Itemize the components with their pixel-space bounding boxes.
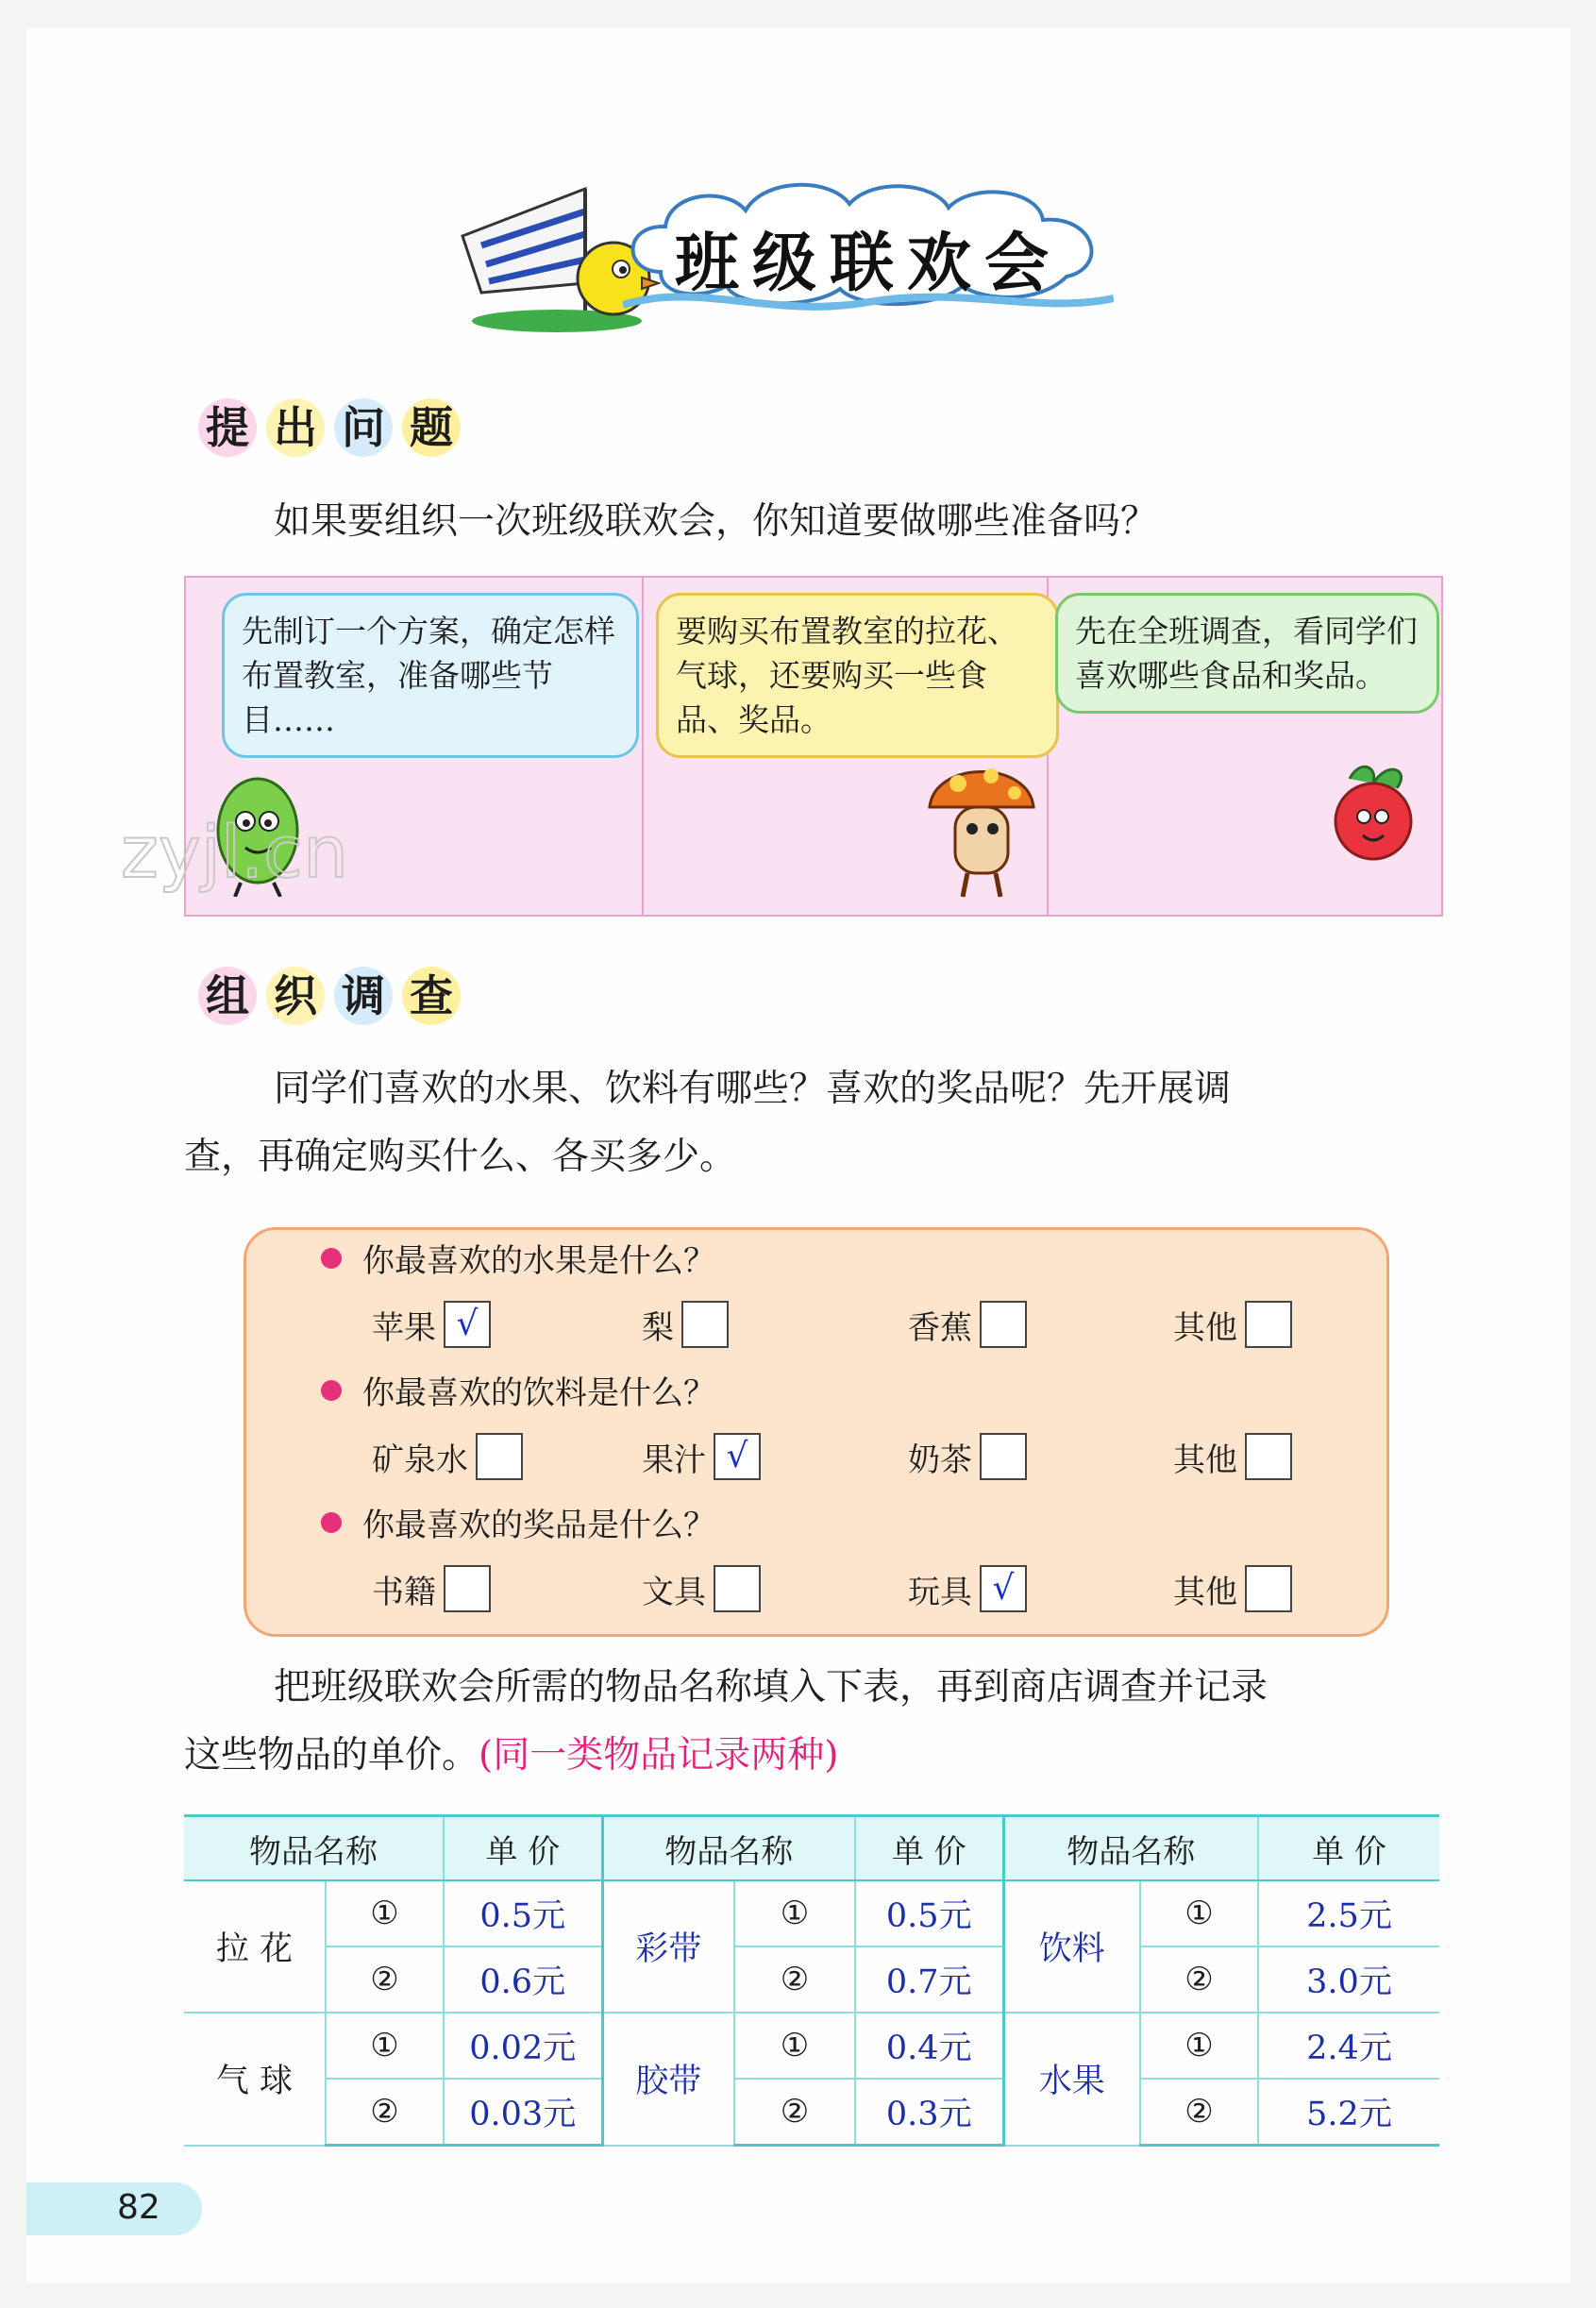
option-label: 文具 xyxy=(642,1573,706,1611)
unit-price: 5.2元 xyxy=(1258,2079,1439,2146)
checkbox[interactable] xyxy=(1245,1301,1292,1348)
option-stationery[interactable] xyxy=(642,1565,761,1612)
heading-char: 查 xyxy=(402,967,461,1025)
checkbox[interactable]: √ xyxy=(714,1433,761,1480)
bullet-dot xyxy=(321,1380,342,1401)
unit-price: 2.4元 xyxy=(1258,2013,1439,2079)
table-header-row xyxy=(184,1816,1439,1881)
header-item-name: 物品名称 xyxy=(1003,1816,1258,1881)
item-index: ② xyxy=(734,1946,855,2013)
option-milk-tea[interactable] xyxy=(908,1433,1027,1480)
option-label: 书籍 xyxy=(372,1573,436,1611)
item-index: ① xyxy=(734,1880,855,1946)
section-heading-organize-survey xyxy=(198,963,470,1029)
unit-price: 0.3元 xyxy=(855,2079,1003,2146)
option-label: 其他 xyxy=(1173,1573,1237,1611)
item-index: ② xyxy=(734,2079,855,2146)
item-name: 水果 xyxy=(1003,2013,1140,2146)
instruction-text: 这些物品的单价。 xyxy=(184,1734,479,1777)
table-instruction-line1: 把班级联欢会所需的物品名称填入下表，再到商店调查并记录 xyxy=(274,1666,1268,1709)
option-apple[interactable] xyxy=(372,1301,491,1348)
header-item-name: 物品名称 xyxy=(602,1816,855,1881)
checkbox[interactable] xyxy=(681,1301,729,1348)
header-item-name: 物品名称 xyxy=(184,1816,444,1881)
item-name: 拉 花 xyxy=(184,1880,326,2013)
heading-char: 出 xyxy=(266,398,325,457)
option-label: 玩具 xyxy=(908,1573,972,1611)
heading-char: 提 xyxy=(198,398,257,457)
survey-question-prize xyxy=(321,1499,715,1545)
unit-price: 0.5元 xyxy=(855,1880,1003,1946)
header-unit-price: 单 价 xyxy=(444,1816,602,1881)
option-mineral-water[interactable] xyxy=(372,1433,523,1480)
unit-price: 0.02元 xyxy=(444,2013,602,2079)
item-index: ① xyxy=(326,1880,444,1946)
checkbox[interactable] xyxy=(1245,1433,1292,1480)
speech-bubble-buy: 要购买布置教室的拉花、气球，还要购买一些食品、奖品。 xyxy=(656,593,1059,758)
option-label: 苹果 xyxy=(372,1308,436,1347)
option-other-prize[interactable] xyxy=(1173,1565,1292,1612)
instruction-note: (同一类物品记录两种) xyxy=(479,1734,839,1777)
unit-price: 0.03元 xyxy=(444,2079,602,2146)
option-pear[interactable] xyxy=(642,1301,729,1348)
unit-price: 2.5元 xyxy=(1258,1880,1439,1946)
table-row xyxy=(184,2079,1439,2146)
survey-question-drink xyxy=(321,1367,715,1413)
unit-price: 3.0元 xyxy=(1258,1946,1439,2013)
item-index: ① xyxy=(1140,2013,1258,2079)
option-books[interactable] xyxy=(372,1565,491,1612)
mushroom-character-illustration xyxy=(925,755,1038,901)
header-unit-price: 单 价 xyxy=(855,1816,1003,1881)
option-juice[interactable] xyxy=(642,1433,761,1480)
page-number-tab xyxy=(26,2182,202,2235)
checkbox[interactable] xyxy=(476,1433,523,1480)
item-name: 胶带 xyxy=(602,2013,734,2146)
option-label: 果汁 xyxy=(642,1440,706,1479)
heading-char: 织 xyxy=(266,967,325,1025)
option-label: 奶茶 xyxy=(908,1440,972,1479)
heading-char: 调 xyxy=(334,967,393,1025)
checkbox[interactable] xyxy=(444,1565,491,1612)
speech-bubble-survey: 先在全班调查，看同学们喜欢哪些食品和奖品。 xyxy=(1055,593,1439,714)
option-other-drink[interactable] xyxy=(1173,1433,1292,1480)
bullet-dot xyxy=(321,1248,342,1269)
option-label: 香蕉 xyxy=(908,1308,972,1347)
table-row xyxy=(184,2013,1439,2079)
option-label: 矿泉水 xyxy=(372,1440,468,1479)
question-text: 如果要组织一次班级联欢会，你知道要做哪些准备吗？ xyxy=(274,500,1158,543)
checkbox[interactable] xyxy=(980,1301,1027,1348)
option-label: 其他 xyxy=(1173,1308,1237,1347)
item-index: ① xyxy=(734,2013,855,2079)
heading-char: 问 xyxy=(334,398,393,457)
item-name: 饮料 xyxy=(1003,1880,1140,2013)
option-banana[interactable] xyxy=(908,1301,1027,1348)
unit-price: 0.4元 xyxy=(855,2013,1003,2079)
checkbox[interactable]: √ xyxy=(980,1565,1027,1612)
item-index: ① xyxy=(1140,1880,1258,1946)
page-number: 82 xyxy=(117,2188,160,2227)
item-index: ② xyxy=(1140,1946,1258,2013)
checkbox[interactable] xyxy=(980,1433,1027,1480)
item-name: 彩带 xyxy=(602,1880,734,2013)
survey-intro-line1: 同学们喜欢的水果、饮料有哪些？喜欢的奖品呢？先开展调 xyxy=(274,1068,1232,1110)
survey-intro-line2: 查，再确定购买什么、各买多少。 xyxy=(184,1136,737,1178)
speech-bubble-plan: 先制订一个方案，确定怎样布置教室，准备哪些节目…… xyxy=(222,593,639,758)
question-label: 你最喜欢的饮料是什么？ xyxy=(362,1374,715,1412)
watermark: zyjl.cn xyxy=(121,810,349,894)
item-index: ② xyxy=(326,1946,444,2013)
table-instruction-line2 xyxy=(184,1722,838,1790)
option-label: 其他 xyxy=(1173,1440,1237,1479)
bullet-dot xyxy=(321,1512,342,1533)
item-name: 气 球 xyxy=(184,2013,326,2146)
unit-price: 0.7元 xyxy=(855,1946,1003,2013)
checkbox[interactable]: √ xyxy=(444,1301,491,1348)
unit-price: 0.6元 xyxy=(444,1946,602,2013)
heading-char: 组 xyxy=(198,967,257,1025)
checkbox[interactable] xyxy=(1245,1565,1292,1612)
heading-char: 题 xyxy=(402,398,461,457)
table-row xyxy=(184,1946,1439,2013)
survey-question-fruit xyxy=(321,1235,715,1281)
table-row xyxy=(184,1880,1439,1946)
option-other-fruit[interactable] xyxy=(1173,1301,1292,1348)
header-unit-price: 单 价 xyxy=(1258,1816,1439,1881)
unit-price: 0.5元 xyxy=(444,1880,602,1946)
checkbox[interactable] xyxy=(714,1565,761,1612)
option-toys[interactable] xyxy=(908,1565,1027,1612)
section-heading-raise-question xyxy=(198,395,470,461)
page-title: 班级联欢会 xyxy=(674,227,1062,301)
price-table xyxy=(184,1814,1439,2147)
radish-character-illustration xyxy=(1321,760,1435,868)
option-label: 梨 xyxy=(642,1308,674,1347)
question-label: 你最喜欢的奖品是什么？ xyxy=(362,1507,715,1544)
panel-divider xyxy=(642,578,644,915)
question-label: 你最喜欢的水果是什么？ xyxy=(362,1242,715,1280)
item-index: ① xyxy=(326,2013,444,2079)
item-index: ② xyxy=(1140,2079,1258,2146)
item-index: ② xyxy=(326,2079,444,2146)
